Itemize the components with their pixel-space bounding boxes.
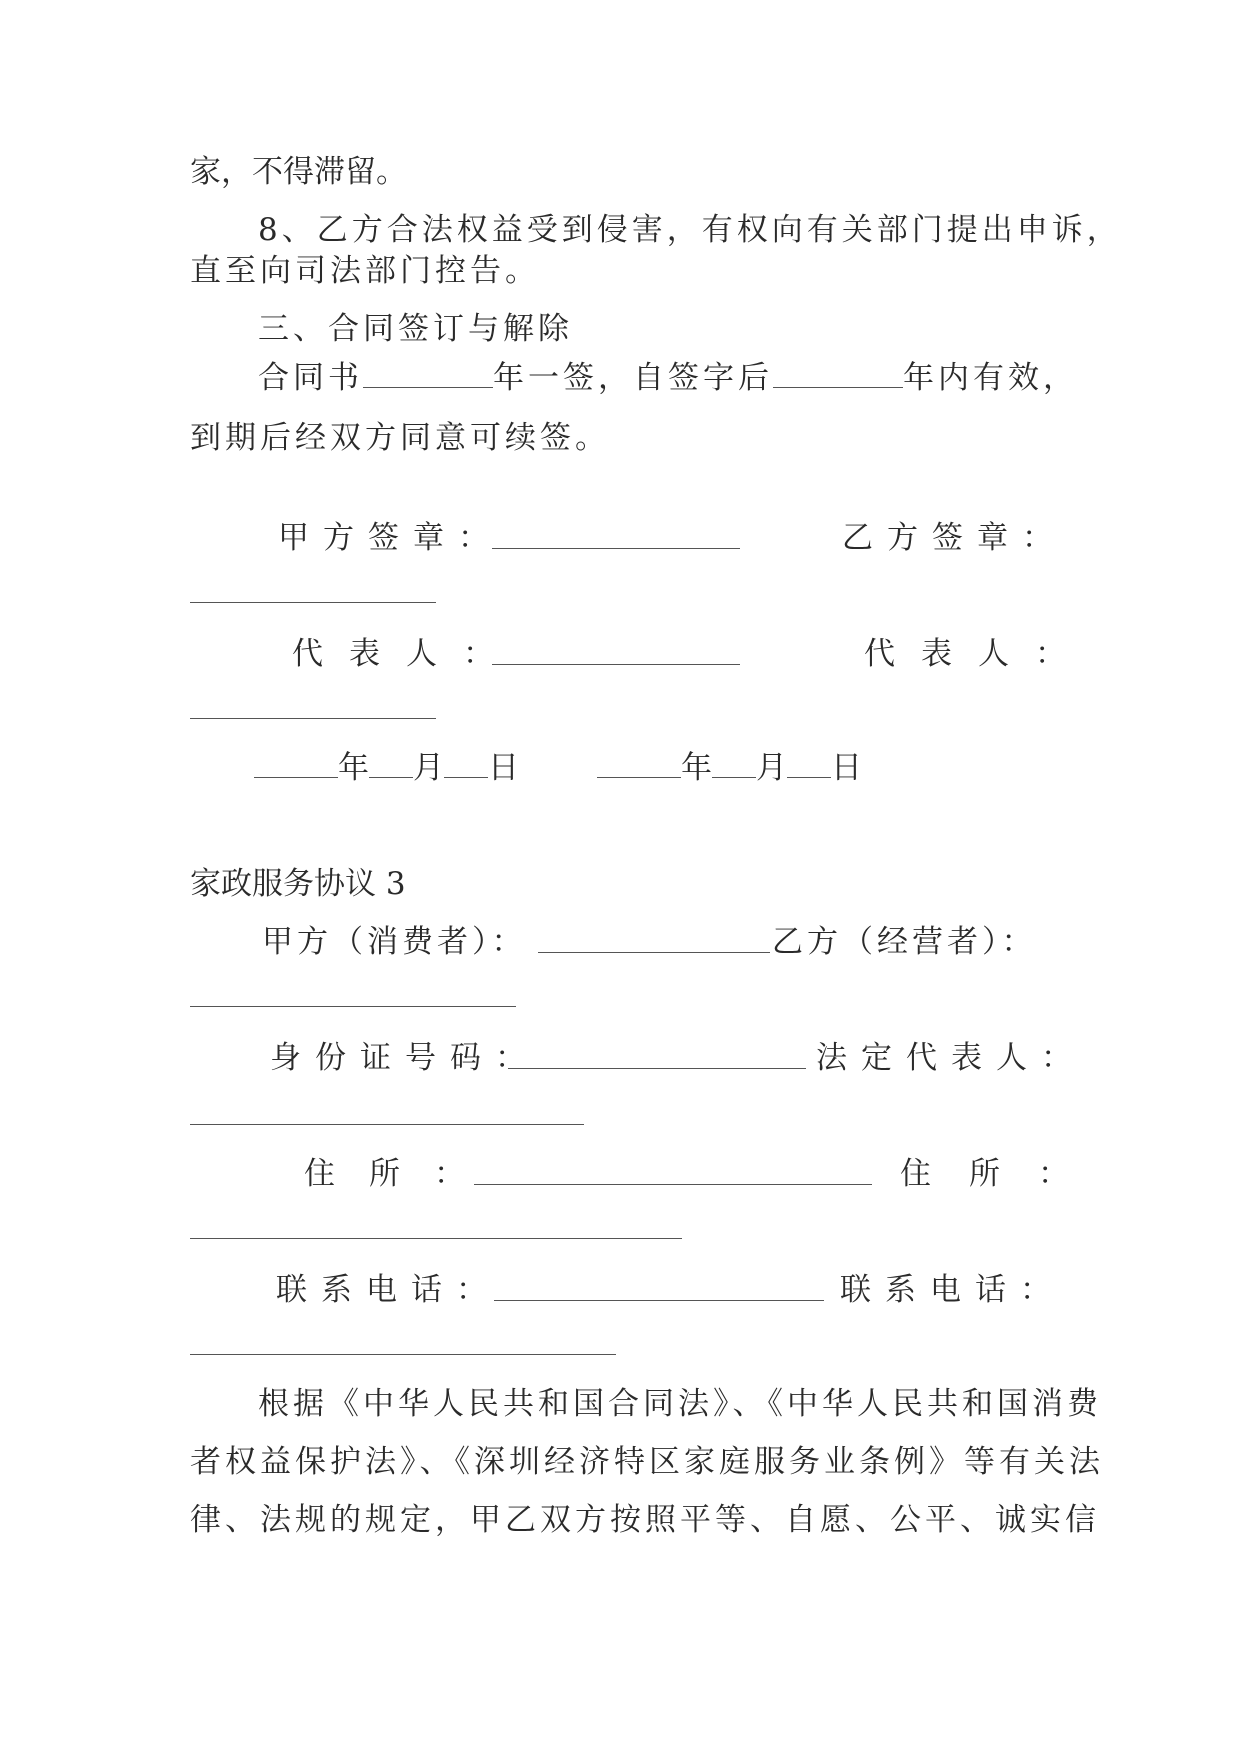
text-line	[258, 358, 1078, 398]
date-year-label: 年	[681, 750, 712, 786]
phone-a-label: 联系电话：	[276, 1272, 501, 1308]
date-day-label: 日	[831, 750, 862, 786]
signature-line	[492, 548, 740, 549]
fill-line	[538, 952, 770, 953]
fill-line	[494, 1300, 824, 1301]
agreement-title: 家政服务协议 3	[190, 866, 406, 902]
date-year-label: 年	[338, 750, 369, 786]
body-paragraph-line: 律、法规的规定，甲乙双方按照平等、自愿、公平、诚实信	[190, 1502, 1100, 1538]
fill-line	[190, 1354, 616, 1355]
blank-field	[444, 751, 488, 778]
text-segment: 年内有效，	[903, 360, 1078, 396]
fill-line	[190, 1238, 682, 1239]
fill-line	[474, 1184, 872, 1185]
party-b-label: 乙方（经营者）：	[772, 924, 1037, 960]
signature-line	[190, 718, 436, 719]
blank-field	[712, 751, 756, 778]
blank-field	[254, 751, 338, 778]
date-line	[254, 748, 874, 788]
text-segment: 合同书	[258, 360, 363, 396]
party-a-label: 甲方（消费者）：	[262, 924, 527, 960]
body-paragraph-line: 根据《中华人民共和国合同法》、《中华人民共和国消费	[258, 1386, 1102, 1422]
id-number-label: 身份证号码：	[270, 1040, 540, 1076]
text-line: 8、乙方合法权益受到侵害，有权向有关部门提出申诉，	[258, 212, 1122, 248]
blank-field	[773, 361, 903, 388]
section-heading: 三、合同签订与解除	[258, 311, 573, 347]
rep-a-label: 代表人：	[292, 636, 520, 672]
address-a-label: 住所：	[304, 1156, 499, 1192]
body-paragraph-line: 者权益保护法》、《深圳经济特区家庭服务业条例》等有关法	[190, 1444, 1104, 1480]
phone-b-label: 联系电话：	[840, 1272, 1065, 1308]
date-month-label: 月	[756, 750, 787, 786]
blank-field	[363, 361, 493, 388]
date-day-label: 日	[488, 750, 519, 786]
signature-line	[190, 602, 436, 603]
fill-line	[190, 1124, 584, 1125]
fill-line	[508, 1068, 806, 1069]
party-a-seal-label: 甲方签章：	[278, 520, 503, 556]
blank-field	[369, 751, 413, 778]
blank-field	[787, 751, 831, 778]
text-line: 到期后经双方同意可续签。	[190, 420, 610, 456]
text-segment: 年一签，自签字后	[493, 360, 773, 396]
signature-line	[492, 664, 740, 665]
text-line: 家，不得滞留。	[190, 154, 407, 190]
rep-b-label: 代表人：	[864, 636, 1092, 672]
legal-rep-label: 法定代表人：	[816, 1040, 1086, 1076]
party-b-seal-label: 乙方签章：	[842, 520, 1067, 556]
address-b-label: 住所：	[900, 1156, 1107, 1192]
fill-line	[190, 1006, 516, 1007]
text-line: 直至向司法部门控告。	[190, 253, 540, 289]
date-month-label: 月	[413, 750, 444, 786]
blank-field	[597, 751, 681, 778]
